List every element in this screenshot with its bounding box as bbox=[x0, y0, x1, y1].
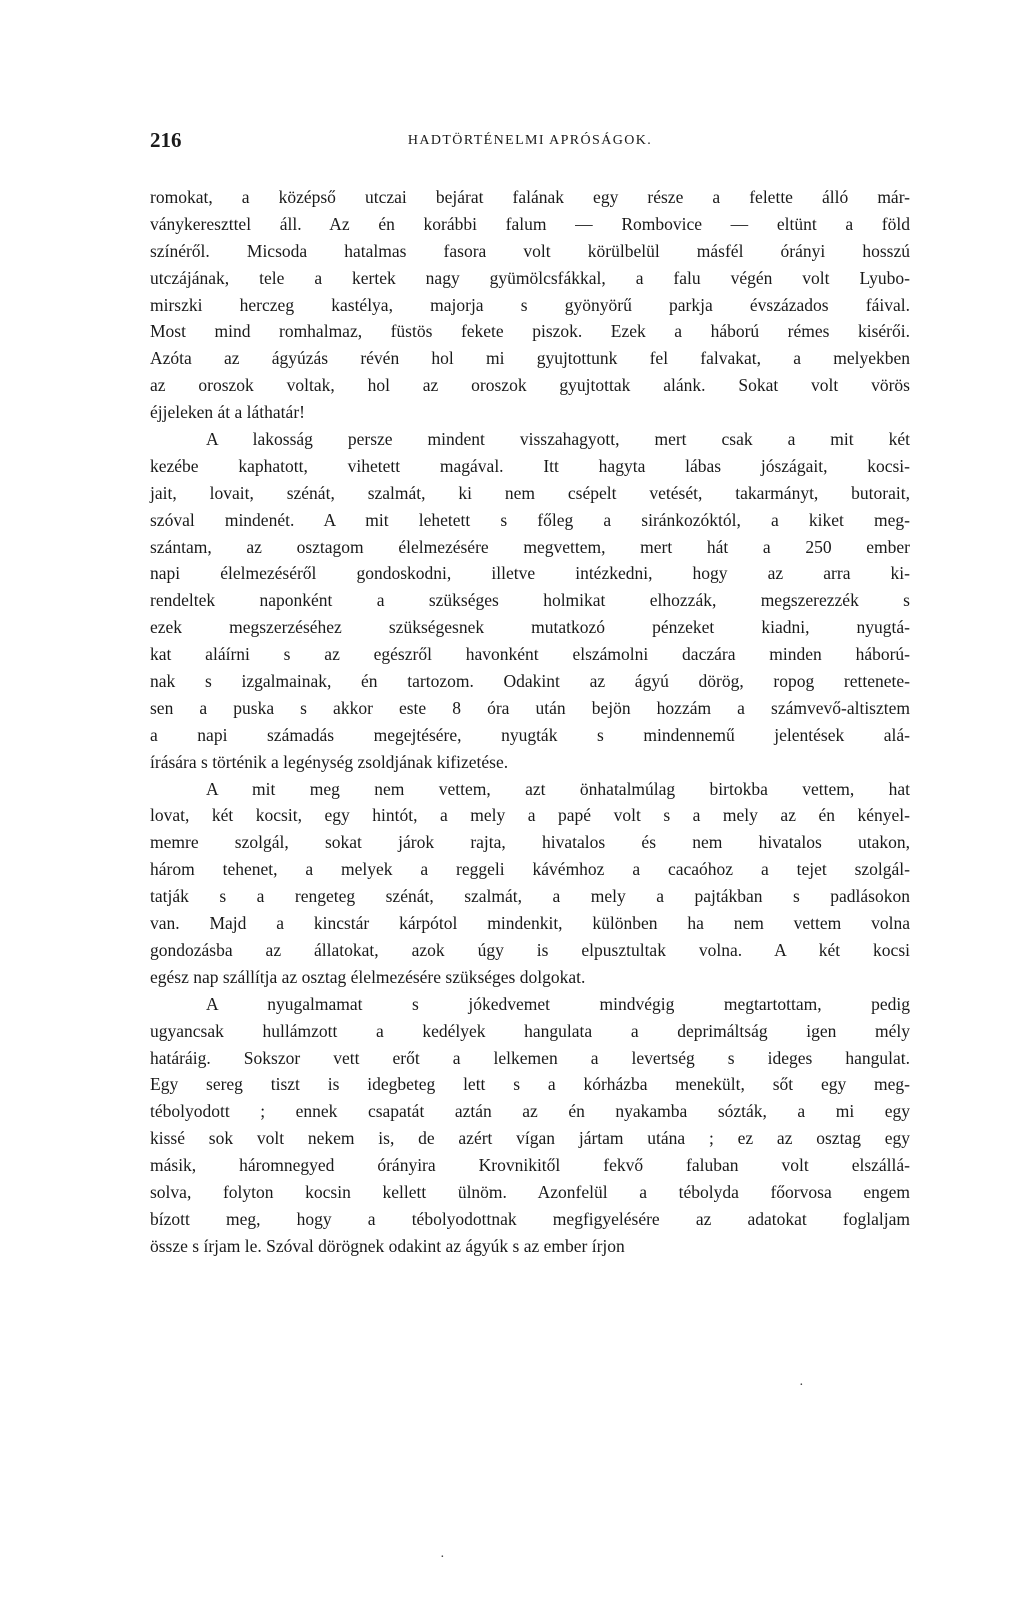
text-line: szántam, az osztagom élelmezésére megvettem, mert hát a 250 ember bbox=[150, 536, 910, 557]
text-line: ezek megszerzéséhez szükségesnek mutatkozó pénzeket kiadni, nyugtá- bbox=[150, 617, 910, 638]
paragraph bbox=[150, 991, 910, 1260]
text-line: határáig. Sokszor vett erőt a lelkemen a levertség s ideges hangulat. bbox=[150, 1047, 910, 1068]
page-header bbox=[150, 128, 910, 158]
text-line: lovat, két kocsit, egy hintót, a mely a papé volt s a mely az én kényel- bbox=[150, 805, 910, 826]
text-line: memre szolgál, sokat járok rajta, hivatalos és nem hivatalos utakon, bbox=[150, 832, 910, 853]
print-speck: · bbox=[799, 1378, 804, 1393]
text-line: jait, lovait, szénát, szalmát, ki nem csépelt vetését, takarmányt, butorait, bbox=[150, 482, 910, 503]
text-line: utczájának, tele a kertek nagy gyümölcsfákkal, a falu végén volt Lyubo- bbox=[150, 267, 910, 288]
paragraph bbox=[150, 426, 910, 776]
text-line: A mit meg nem vettem, azt önhatalmúlag birtokba vettem, hat bbox=[206, 778, 910, 799]
text-line: kat aláírni s az egészről havonként elszámolni daczára minden háború- bbox=[150, 644, 910, 665]
text-line: Azóta az ágyúzás révén hol mi gyujtottunk fel falvakat, a melyekben bbox=[150, 348, 910, 369]
text-line: solva, folyton kocsin kellett ülnöm. Azonfelül a tébolyda főorvosa engem bbox=[150, 1181, 910, 1202]
text-line: össze s írjam le. Szóval dörögnek odakint az ágyúk s az ember írjon bbox=[150, 1235, 625, 1256]
text-line: A lakosság persze mindent visszahagyott, mert csak a mit két bbox=[206, 429, 910, 450]
body-text bbox=[150, 184, 910, 1260]
text-line: van. Majd a kincstár kárpótol mindenkit, különben ha nem vettem volna bbox=[150, 913, 910, 934]
text-line: gondozásba az állatokat, azok úgy is elpusztultak volna. A két kocsi bbox=[150, 939, 910, 960]
text-line: színéről. Micsoda hatalmas fasora volt körülbelül másfél órányi hosszú bbox=[150, 240, 910, 261]
text-line: tébolyodott ; ennek csapatát aztán az én nyakamba sózták, a mi egy bbox=[150, 1101, 910, 1122]
text-line: egész nap szállítja az osztag élelmezésére szükséges dolgokat. bbox=[150, 966, 586, 987]
text-line: tatják s a rengeteg szénát, szalmát, a mely a pajtákban s padlásokon bbox=[150, 886, 910, 907]
text-line: szóval mindenét. A mit lehetett s főleg a siránkozóktól, a kiket meg- bbox=[150, 509, 910, 530]
text-line: éjjeleken át a láthatár! bbox=[150, 402, 305, 423]
text-line: nak s izgalmainak, én tartozom. Odakint az ágyú dörög, ropog rettenete- bbox=[150, 671, 910, 692]
text-line: a napi számadás megejtésére, nyugták s mindennemű jelentések alá- bbox=[150, 724, 910, 745]
text-line: mirszki herczeg kastélya, majorja s gyönyörű parkja évszázados fáival. bbox=[150, 294, 910, 315]
text-line: kezébe kaphatott, vihetett magával. Itt hagyta lábas jószágait, kocsi- bbox=[150, 455, 910, 476]
text-line: A nyugalmamat s jókedvemet mindvégig megtartottam, pedig bbox=[206, 993, 910, 1014]
text-line: kissé sok volt nekem is, de azért vígan jártam utána ; ez az osztag egy bbox=[150, 1128, 910, 1149]
text-line: ugyancsak hullámzott a kedélyek hangulata a deprimáltság igen mély bbox=[150, 1020, 910, 1041]
text-line: Most mind romhalmaz, füstös fekete piszok. Ezek a háború rémes kisérői. bbox=[150, 321, 910, 342]
print-speck: · bbox=[440, 1550, 445, 1565]
page-number: 216 bbox=[150, 128, 182, 152]
text-line: bízott meg, hogy a tébolyodottnak megfigyelésére az adatokat foglaljam bbox=[150, 1208, 910, 1229]
text-line: Egy sereg tiszt is idegbeteg lett s a kórházba menekült, sőt egy meg- bbox=[150, 1074, 910, 1095]
text-line: ványkereszttel áll. Az én korábbi falum — Rombovice — eltünt a föld bbox=[150, 213, 910, 234]
text-line: napi élelmezéséről gondoskodni, illetve intézkedni, hogy az arra ki- bbox=[150, 563, 910, 584]
text-line: romokat, a középső utczai bejárat falának egy része a felette álló már- bbox=[150, 187, 910, 207]
running-head: HADTÖRTÉNELMI APRÓSÁGOK. bbox=[407, 133, 653, 148]
text-line: írására s történik a legénység zsoldjának kifizetése. bbox=[150, 751, 509, 772]
text-line: sen a puska s akkor este 8 óra után bejön hozzám a számvevő-altisztem bbox=[150, 697, 910, 718]
paragraph bbox=[150, 184, 910, 426]
text-line: három tehenet, a melyek a reggeli kávémhoz a cacaóhoz a tejet szolgál- bbox=[150, 859, 910, 880]
paragraph bbox=[150, 776, 910, 991]
text-line: rendeltek naponként a szükséges holmikat elhozzák, megszerezzék s bbox=[150, 590, 910, 611]
text-line: az oroszok voltak, hol az oroszok gyujtottak alánk. Sokat volt vörös bbox=[150, 375, 910, 396]
text-line: másik, háromnegyed órányira Krovnikitől fekvő faluban volt elszállá- bbox=[150, 1155, 910, 1176]
